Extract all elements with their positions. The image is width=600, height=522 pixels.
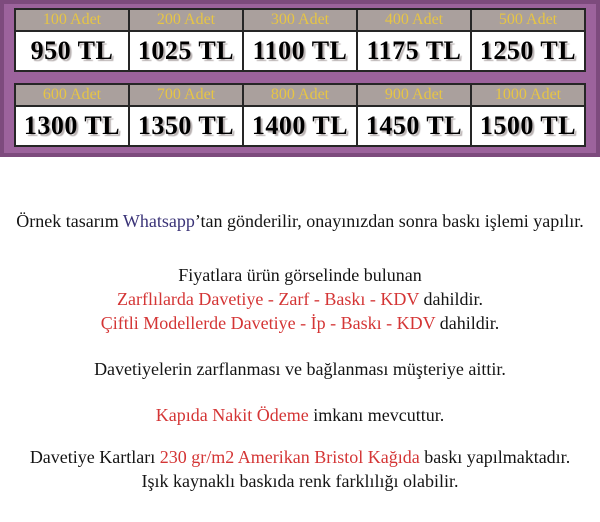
price-row: [15, 31, 585, 71]
note-double-models: [0, 311, 600, 335]
quantity-cell: 1000 Adet: [471, 84, 585, 106]
note-text: imkanı mevcuttur.: [308, 405, 445, 425]
note-prices-include-intro: [0, 263, 600, 287]
price-cell: 1450 TL: [357, 106, 471, 146]
quantity-header-row: [15, 9, 585, 31]
price-cell: 1025 TL: [129, 31, 243, 71]
note-paper-type: [0, 445, 600, 469]
quantity-header-row: [15, 84, 585, 106]
quantity-cell: 400 Adet: [357, 9, 471, 31]
note-envelope-models: [0, 287, 600, 311]
note-text: dahildir.: [419, 289, 484, 309]
quantity-cell: 100 Adet: [15, 9, 129, 31]
highlight-red: Çiftli Modellerde Davetiye - İp - Baskı - KDV: [100, 313, 436, 333]
note-text: Davetiye Kartları: [29, 447, 160, 467]
note-text: ’tan gönderilir, onayınızdan sonra baskı işlemi yapılır.: [194, 211, 584, 231]
quantity-cell: 900 Adet: [357, 84, 471, 106]
note-text: Fiyatlara ürün görselinde bulunan: [178, 265, 422, 285]
pricing-banner: [0, 0, 600, 157]
note-customer-responsibility: [0, 357, 600, 381]
quantity-cell: 300 Adet: [243, 9, 357, 31]
price-cell: 1350 TL: [129, 106, 243, 146]
price-cell: 1300 TL: [15, 106, 129, 146]
note-text: Örnek tasarım: [16, 211, 123, 231]
note-sample-design: [0, 209, 600, 233]
note-text: Işık kaynaklı baskıda renk farklılığı olabilir.: [141, 471, 459, 491]
price-table-600-1000: [14, 83, 586, 147]
price-cell: 1250 TL: [471, 31, 585, 71]
price-row: [15, 106, 585, 146]
highlight-red: Kapıda Nakit Ödeme: [155, 405, 309, 425]
price-table-100-500: [14, 8, 586, 72]
price-cell: 1400 TL: [243, 106, 357, 146]
price-cell: 1500 TL: [471, 106, 585, 146]
highlight-red: Zarflılarda Davetiye - Zarf - Baskı - KDV: [116, 289, 420, 309]
note-text: dahildir.: [435, 313, 500, 333]
quantity-cell: 800 Adet: [243, 84, 357, 106]
price-cell: 1175 TL: [357, 31, 471, 71]
info-notes: [0, 209, 600, 493]
price-cell: 950 TL: [15, 31, 129, 71]
note-text: baskı yapılmaktadır.: [419, 447, 571, 467]
note-text: Davetiyelerin zarflanması ve bağlanması müşteriye aittir.: [94, 359, 506, 379]
quantity-cell: 500 Adet: [471, 9, 585, 31]
note-cash-on-delivery: [0, 403, 600, 427]
whatsapp-text: Whatsapp: [122, 211, 195, 231]
highlight-red: 230 gr/m2 Amerikan Bristol Kağıda: [159, 447, 420, 467]
note-color-difference: [0, 469, 600, 493]
price-cell: 1100 TL: [243, 31, 357, 71]
quantity-cell: 200 Adet: [129, 9, 243, 31]
quantity-cell: 600 Adet: [15, 84, 129, 106]
quantity-cell: 700 Adet: [129, 84, 243, 106]
